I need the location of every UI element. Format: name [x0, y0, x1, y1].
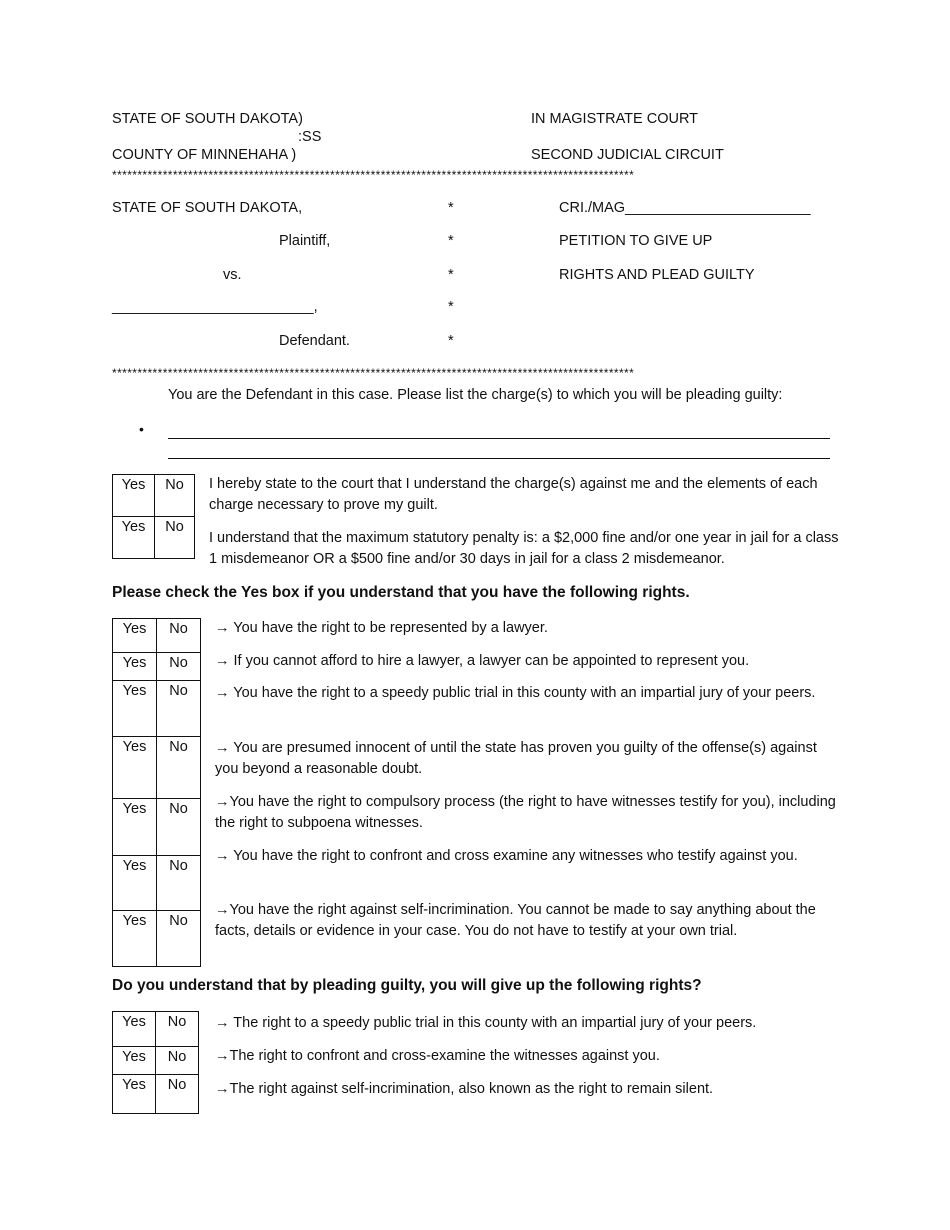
right-speedy-trial: → You have the right to a speedy public trial in this county with an impartial jury of your peers.	[215, 685, 816, 701]
yes-checkbox[interactable]: Yes	[113, 653, 157, 681]
charges-instruction: You are the Defendant in this case. Please list the charge(s) to which you will be pleading guilty:	[168, 387, 783, 403]
no-checkbox[interactable]: No	[157, 619, 201, 653]
no-checkbox[interactable]: No	[157, 653, 201, 681]
caption-county: COUNTY OF MINNEHAHA )	[112, 147, 297, 163]
yes-checkbox[interactable]: Yes	[113, 1012, 156, 1047]
giveup-checkbox-table	[112, 1011, 199, 1114]
no-checkbox[interactable]: No	[156, 1047, 199, 1075]
no-checkbox[interactable]: No	[155, 517, 195, 559]
no-checkbox[interactable]: No	[155, 475, 195, 517]
defendant-name-field[interactable]: _________________________,	[112, 299, 318, 315]
yes-checkbox[interactable]: Yes	[113, 799, 157, 856]
rights-heading: Please check the Yes box if you understand that you have the following rights.	[112, 584, 690, 601]
no-checkbox[interactable]: No	[157, 856, 201, 911]
yes-checkbox[interactable]: Yes	[113, 856, 157, 911]
asterisk: *	[448, 267, 454, 283]
yes-checkbox[interactable]: Yes	[113, 619, 157, 653]
petition-title-line2: RIGHTS AND PLEAD GUILTY	[559, 267, 755, 283]
separator-stars-bottom: *******************************************************************************************************	[112, 366, 635, 380]
yes-checkbox[interactable]: Yes	[113, 1047, 156, 1075]
caption-ss: :SS	[298, 129, 322, 145]
right-confront-witnesses: → You have the right to confront and cross examine any witnesses who testify against you.	[215, 848, 798, 864]
charge-line-2[interactable]	[168, 458, 830, 459]
charge-line-1[interactable]	[168, 438, 830, 439]
separator-stars-top: *******************************************************************************************************	[112, 168, 635, 182]
no-checkbox[interactable]: No	[157, 737, 201, 799]
right-to-lawyer: → You have the right to be represented by a lawyer.	[215, 620, 548, 636]
case-number-field[interactable]: CRI./MAG_______________________	[559, 200, 811, 216]
no-checkbox[interactable]: No	[157, 799, 201, 856]
understanding-statement-penalty: I understand that the maximum statutory penalty is: a $2,000 fine and/or one year in jail for a class 1 misdemeanor OR a $500 fine and/or 30 days in jail for a class 2 misdemeanor.	[209, 530, 839, 567]
right-self-incrimination: →You have the right against self-incrimination. You cannot be made to say anything about the facts, details or evidence in your case. You do not have to testify at your own trial.	[215, 902, 816, 939]
right-compulsory-process: →You have the right to compulsory process (the right to have witnesses testify for you), including the right to subpoena witnesses.	[215, 794, 836, 831]
vs-label: vs.	[223, 267, 242, 283]
understanding-statement-charges: I hereby state to the court that I understand the charge(s) against me and the elements of each charge necessary to prove my guilt.	[209, 476, 818, 513]
asterisk: *	[448, 233, 454, 249]
no-checkbox[interactable]: No	[157, 911, 201, 967]
asterisk: *	[448, 299, 454, 315]
plaintiff-label: Plaintiff,	[279, 233, 331, 249]
yes-checkbox[interactable]: Yes	[113, 1075, 156, 1114]
no-checkbox[interactable]: No	[156, 1012, 199, 1047]
defendant-label: Defendant.	[279, 333, 350, 349]
giveup-confront-witnesses: →The right to confront and cross-examine the witnesses against you.	[215, 1048, 660, 1064]
yes-checkbox[interactable]: Yes	[113, 681, 157, 737]
bullet-icon: •	[139, 421, 144, 437]
yes-checkbox[interactable]: Yes	[113, 911, 157, 967]
yes-checkbox[interactable]: Yes	[113, 517, 155, 559]
petition-title-line1: PETITION TO GIVE UP	[559, 233, 713, 249]
no-checkbox[interactable]: No	[156, 1075, 199, 1114]
understanding-checkbox-table	[112, 474, 195, 559]
caption-court: IN MAGISTRATE COURT	[531, 111, 699, 127]
yes-checkbox[interactable]: Yes	[113, 737, 157, 799]
rights-checkbox-table	[112, 618, 201, 967]
right-appointed-lawyer: → If you cannot afford to hire a lawyer, a lawyer can be appointed to represent you.	[215, 653, 750, 669]
right-presumed-innocent: → You are presumed innocent of until the state has proven you guilty of the offense(s) against you beyond a reasonable doubt.	[215, 740, 817, 777]
giveup-self-incrimination: →The right against self-incrimination, also known as the right to remain silent.	[215, 1081, 714, 1097]
asterisk: *	[448, 333, 454, 349]
caption-state: STATE OF SOUTH DAKOTA)	[112, 111, 303, 127]
no-checkbox[interactable]: No	[157, 681, 201, 737]
asterisk: *	[448, 200, 454, 216]
yes-checkbox[interactable]: Yes	[113, 475, 155, 517]
giveup-heading: Do you understand that by pleading guilty, you will give up the following rights?	[112, 977, 702, 994]
giveup-speedy-trial: → The right to a speedy public trial in this county with an impartial jury of your peers.	[215, 1015, 757, 1031]
plaintiff-name: STATE OF SOUTH DAKOTA,	[112, 200, 303, 216]
caption-circuit: SECOND JUDICIAL CIRCUIT	[531, 147, 724, 163]
